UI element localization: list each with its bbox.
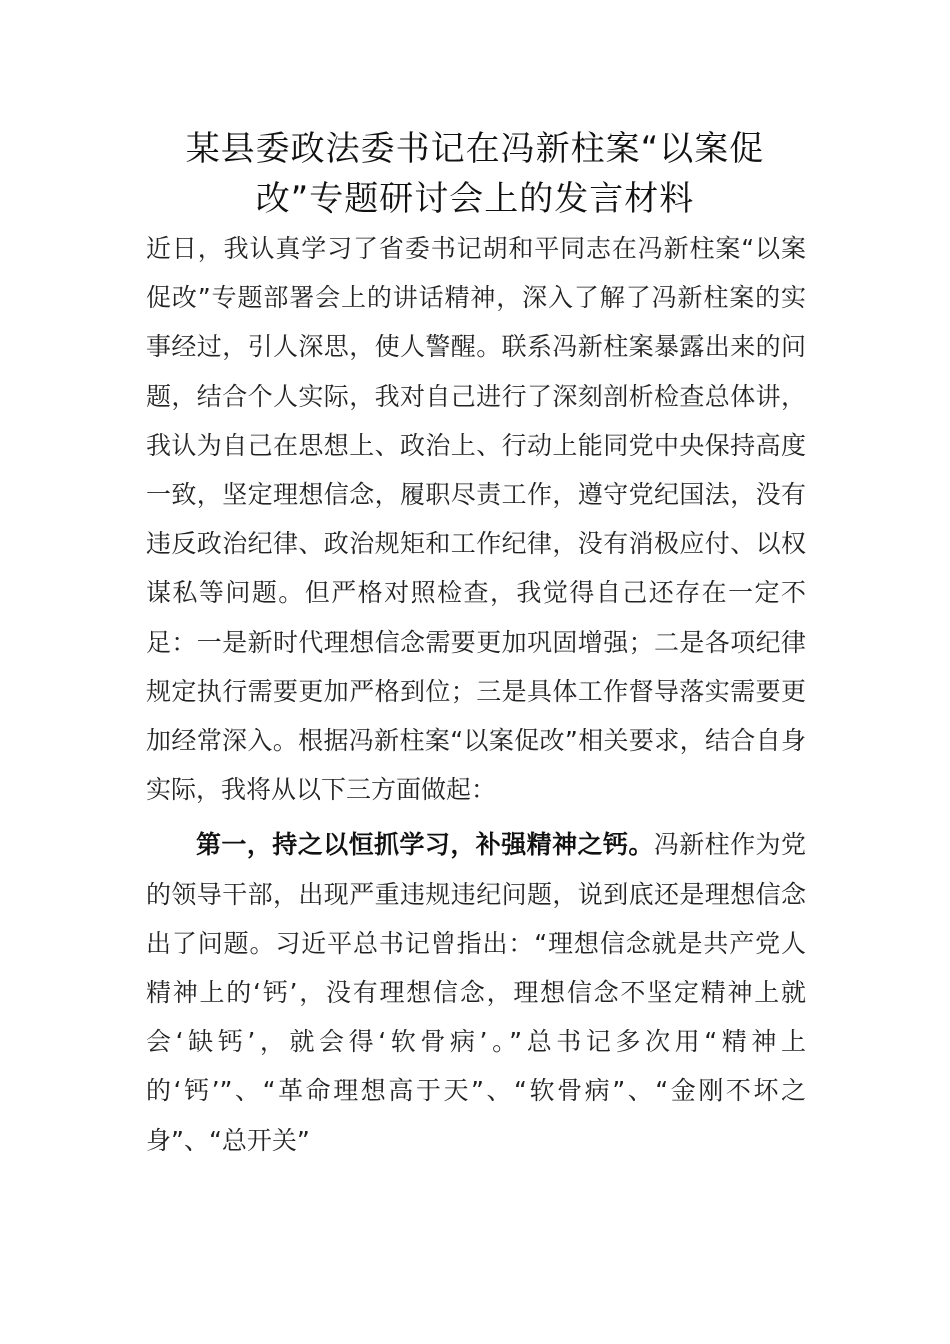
paragraph-2-lead: 第一，持之以恒抓学习，补强精神之钙。 bbox=[196, 830, 654, 860]
document-body bbox=[146, 224, 806, 1165]
title-line-2: 改”专题研讨会上的发言材料 bbox=[255, 179, 695, 219]
title-line-1: 某县委政法委书记在冯新柱案“以案促 bbox=[185, 129, 765, 169]
document-title bbox=[120, 124, 830, 224]
paragraph-2 bbox=[146, 820, 806, 1164]
paragraph-1: 近日，我认真学习了省委书记胡和平同志在冯新柱案“以案促改”专题部署会上的讲话精神，深入了解了冯新柱案的实事经过，引人深思，使人警醒。联系冯新柱案暴露出来的问题，结合个人实际，我对自己进行了深刻剖析检查总体讲，我认为自己在思想上、政治上、行动上能同党中央保持高度一致，坚定理想信念，履职尽责工作，遵守党纪国法，没有违反政治纪律、政治规矩和工作纪律，没有消极应付、以权谋私等问题。但严格对照检查，我觉得自己还存在一定不足：一是新时代理想信念需要更加巩固增强；二是各项纪律规定执行需要更加严格到位；三是具体工作督导落实需要更加经常深入。根据冯新柱案“以案促改”相关要求，结合自身实际，我将从以下三方面做起： bbox=[146, 234, 806, 805]
paragraph-2-text: 冯新柱作为党的领导干部，出现严重违规违纪问题，说到底还是理想信念出了问题。习近平总书记曾指出：“理想信念就是共产党人精神上的‘钙’，没有理想信念，理想信念不坚定精神上就会‘缺钙’，就会得‘软骨病’。”总书记多次用“精神上的‘钙’”、“革命理想高于天”、“软骨病”、“金刚不坏之身”、“总开关” bbox=[146, 830, 806, 1155]
